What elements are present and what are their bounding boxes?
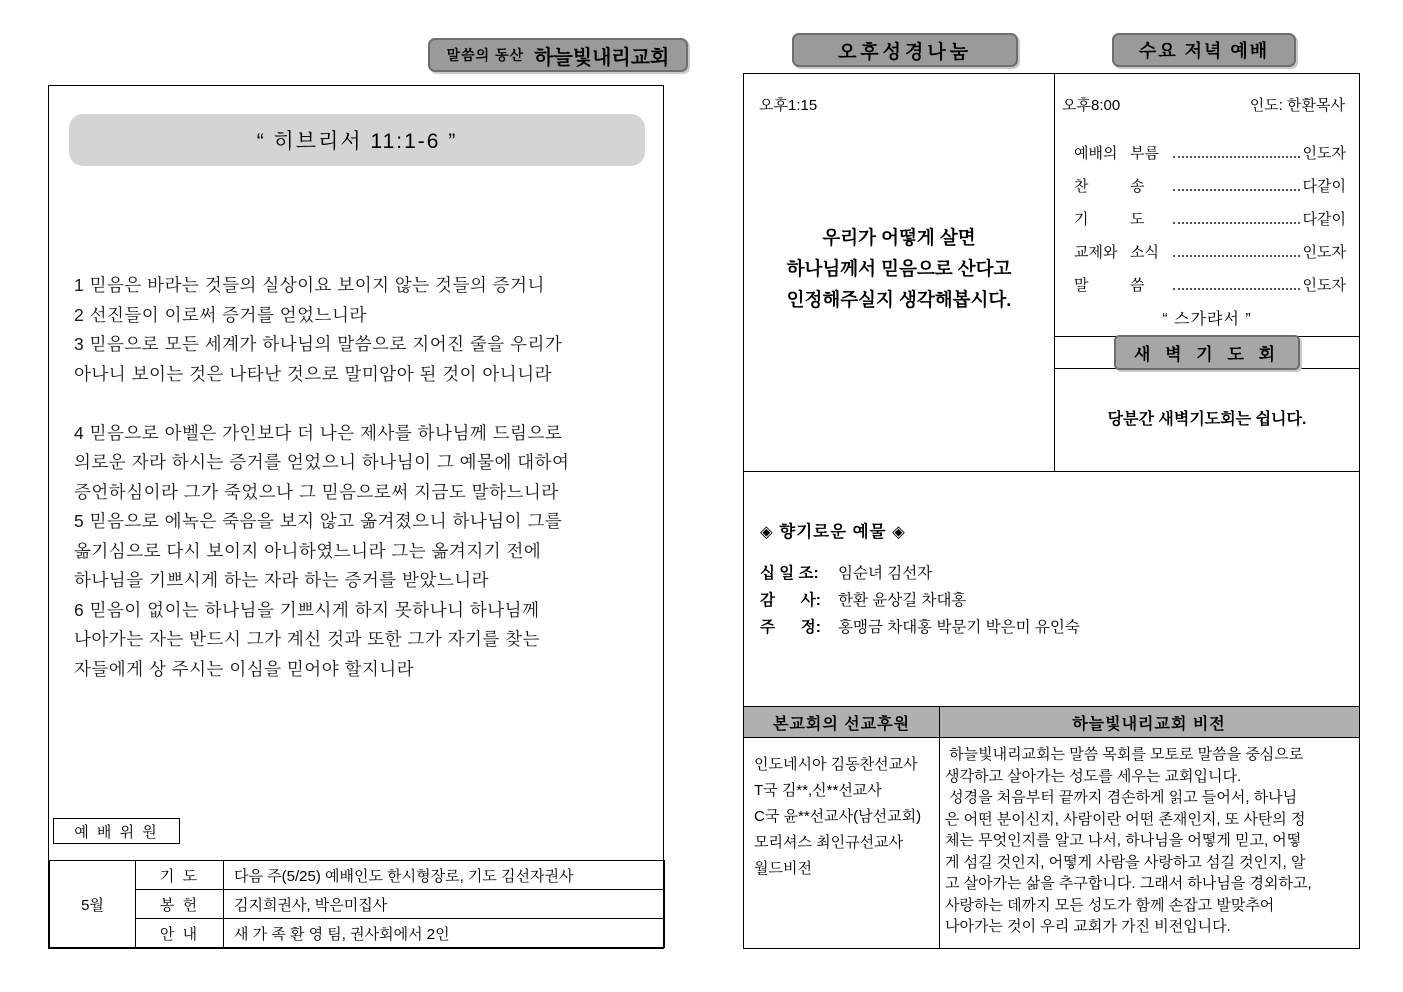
detail-cell: 다음 주(5/25) 예배인도 한시형장로, 기도 김선자권사 bbox=[224, 861, 665, 890]
offering-value: 한환 윤상길 차대홍 bbox=[838, 591, 967, 609]
mission-item: 인도네시아 김동찬선교사 bbox=[754, 756, 918, 773]
afternoon-time: 오후1:15 bbox=[759, 97, 818, 114]
vision-line: 나아가는 것이 우리 교회가 가진 비전입니다. bbox=[945, 918, 1231, 935]
vision-line: 성경을 처음부터 끝까지 겸손하게 읽고 들어서, 하나님 bbox=[945, 789, 1298, 806]
scripture-line: 나아가는 자는 반드시 그가 계신 것과 또한 그가 자기를 찾는 bbox=[74, 629, 540, 649]
message-line: 하나님께서 믿음으로 산다고 bbox=[786, 258, 1012, 279]
worship-order-list bbox=[1074, 136, 1346, 301]
order-label: 찬 bbox=[1074, 178, 1089, 195]
mission-item: T국 김**,신**선교사 bbox=[754, 782, 882, 799]
scripture-line: 의로운 자라 하시는 증거를 얻었으니 하나님이 그 예물에 대하여 bbox=[74, 452, 570, 472]
order-who: 다같이 bbox=[1302, 211, 1346, 228]
vision-line: 게 섬길 것인지, 어떻게 사람을 사랑하고 섬길 것인지, 알 bbox=[945, 853, 1306, 871]
scripture-line: 3 믿음으로 모든 세계가 하나님의 말씀으로 지어진 줄을 우리가 bbox=[74, 334, 563, 354]
scripture-line: 4 믿음으로 아벨은 가인보다 더 나은 제사를 하나님께 드림으로 bbox=[74, 422, 563, 443]
scripture-line: 증언하심이라 그가 죽었으나 그 믿음으로써 지금도 말하느니라 bbox=[74, 481, 559, 502]
offering-label: 십 일 조: bbox=[760, 564, 819, 582]
church-vision-header: 하늘빛내리교회 비전 bbox=[939, 706, 1359, 738]
offering-item bbox=[760, 612, 1080, 639]
order-item bbox=[1074, 136, 1346, 169]
scripture-line: 옮기심으로 다시 보이지 아니하였느니라 그는 옮겨지기 전에 bbox=[74, 540, 542, 561]
mission-item: C국 윤**선교사(남선교회) bbox=[754, 808, 922, 825]
offering-title: ◈ 향기로운 예물 ◈ bbox=[760, 523, 906, 541]
order-label: 도 bbox=[1130, 211, 1145, 228]
afternoon-message bbox=[744, 222, 1054, 315]
scripture-title: “ 히브리서 11:1-6 ” bbox=[69, 114, 645, 166]
detail-cell: 김지희권사, 박은미집사 bbox=[224, 890, 665, 919]
vision-line: 은 어떤 분이신지, 사람이란 어떤 존재인지, 또 사탄의 정 bbox=[945, 810, 1306, 828]
church-name-badge bbox=[428, 38, 688, 72]
order-item bbox=[1074, 169, 1346, 202]
church-name-label: 하늘빛내리교회 bbox=[534, 46, 670, 69]
order-item bbox=[1074, 268, 1346, 301]
mission-support-header: 본교회의 선교후원 bbox=[744, 706, 939, 738]
mission-item: 모리셔스 최인규선교사 bbox=[754, 834, 904, 851]
order-label: 씀 bbox=[1130, 277, 1145, 294]
dotted-leader bbox=[1173, 181, 1300, 191]
evening-leader: 인도: 한환목사 bbox=[1249, 97, 1345, 114]
evening-time: 오후8:00 bbox=[1062, 97, 1121, 114]
worship-committee-label: 예 배 위 원 bbox=[53, 818, 180, 844]
table-row bbox=[50, 919, 665, 948]
right-page bbox=[743, 73, 1360, 949]
order-label: 부름 bbox=[1130, 145, 1159, 162]
offering-item bbox=[760, 585, 1080, 612]
scripture-line: 자들에게 상 주시는 이심을 믿어야 할지니라 bbox=[74, 658, 415, 679]
order-who: 인도자 bbox=[1302, 145, 1346, 162]
order-label: 교제와 bbox=[1074, 244, 1118, 261]
order-label: 송 bbox=[1130, 178, 1145, 195]
vision-line: 사랑하는 데까지 모든 성도가 함께 손잡고 발맞추어 bbox=[945, 896, 1275, 914]
left-page bbox=[48, 85, 664, 949]
role-cell: 봉 헌 bbox=[136, 890, 224, 919]
message-line: 인정해주실지 생각해봅시다. bbox=[786, 289, 1012, 310]
scripture-line: 하나님을 기쁘시게 하는 자라 하는 증거를 받았느니라 bbox=[74, 570, 490, 590]
order-item bbox=[1074, 202, 1346, 235]
vision-line: 체는 무엇인지를 알고 나서, 하나님을 어떻게 믿고, 어떻 bbox=[945, 832, 1302, 849]
offering-section bbox=[760, 518, 1080, 639]
offering-value: 홍맹금 차대홍 박문기 박은미 유인숙 bbox=[838, 618, 1080, 636]
role-cell: 기 도 bbox=[136, 861, 224, 890]
table-row bbox=[50, 890, 665, 919]
role-cell: 안 내 bbox=[136, 919, 224, 948]
scripture-text bbox=[74, 271, 649, 684]
scripture-line: 2 선진들이 이로써 증거를 얻었느니라 bbox=[74, 304, 367, 325]
vision-line: 하늘빛내리교회는 말씀 목회를 모토로 말씀을 중심으로 bbox=[945, 746, 1304, 763]
order-who: 다같이 bbox=[1302, 178, 1346, 195]
offering-item bbox=[760, 558, 1080, 585]
scripture-line bbox=[74, 389, 649, 419]
order-label: 기 bbox=[1074, 211, 1089, 228]
scripture-line: 5 믿음으로 에녹은 죽음을 보지 않고 옮겨졌으니 하나님이 그를 bbox=[74, 511, 563, 531]
dotted-leader bbox=[1173, 280, 1300, 290]
dotted-leader bbox=[1173, 148, 1300, 158]
divider bbox=[744, 471, 1359, 472]
vision-line: 고 살아가는 삶을 추구합니다. 그래서 하나님을 경외하고, bbox=[945, 875, 1312, 892]
offering-label: 주 정: bbox=[760, 618, 821, 636]
wednesday-evening-service-badge: 수요 저녁 예배 bbox=[1112, 33, 1296, 67]
church-vision-text bbox=[945, 744, 1357, 938]
dotted-leader bbox=[1173, 247, 1300, 257]
mission-item: 월드비전 bbox=[754, 860, 812, 877]
order-label: 소식 bbox=[1130, 244, 1159, 261]
order-label: 말 bbox=[1074, 277, 1089, 294]
order-who: 인도자 bbox=[1302, 277, 1346, 294]
mission-support-list bbox=[754, 752, 936, 882]
scripture-line: 6 믿음이 없이는 하나님을 기쁘시게 하지 못하나니 하나님께 bbox=[74, 599, 540, 620]
vision-line: 생각하고 살아가는 성도를 세우는 교회입니다. bbox=[945, 767, 1242, 785]
dawn-prayer-notice: 당분간 새벽기도회는 쉽니다. bbox=[1107, 411, 1307, 428]
evening-scripture: “ 스가랴서 ” bbox=[1162, 311, 1252, 328]
order-label: 예배의 bbox=[1074, 145, 1118, 162]
detail-cell: 새 가 족 환 영 팀, 권사회에서 2인 bbox=[224, 919, 665, 948]
table-row bbox=[50, 861, 665, 890]
scripture-line: 1 믿음은 바라는 것들의 실상이요 보이지 않는 것들의 증거니 bbox=[74, 275, 545, 295]
message-line: 우리가 어떻게 살면 bbox=[822, 227, 976, 248]
church-motto-label: 말씀의 동산 bbox=[446, 47, 525, 63]
order-item bbox=[1074, 235, 1346, 268]
dotted-leader bbox=[1173, 214, 1300, 224]
afternoon-bible-sharing-badge: 오후성경나눔 bbox=[792, 33, 1018, 67]
scripture-line: 아나니 보이는 것은 나타난 것으로 말미암아 된 것이 아니니라 bbox=[74, 363, 553, 384]
order-who: 인도자 bbox=[1302, 244, 1346, 261]
dawn-prayer-row bbox=[1055, 334, 1359, 370]
worship-committee-table bbox=[49, 860, 665, 948]
month-cell: 5월 bbox=[50, 861, 136, 948]
divider bbox=[939, 706, 940, 949]
offering-value: 임순녀 김선자 bbox=[838, 564, 933, 582]
offering-label: 감 사: bbox=[760, 591, 821, 609]
dawn-prayer-badge: 새 벽 기 도 회 bbox=[1114, 335, 1300, 370]
